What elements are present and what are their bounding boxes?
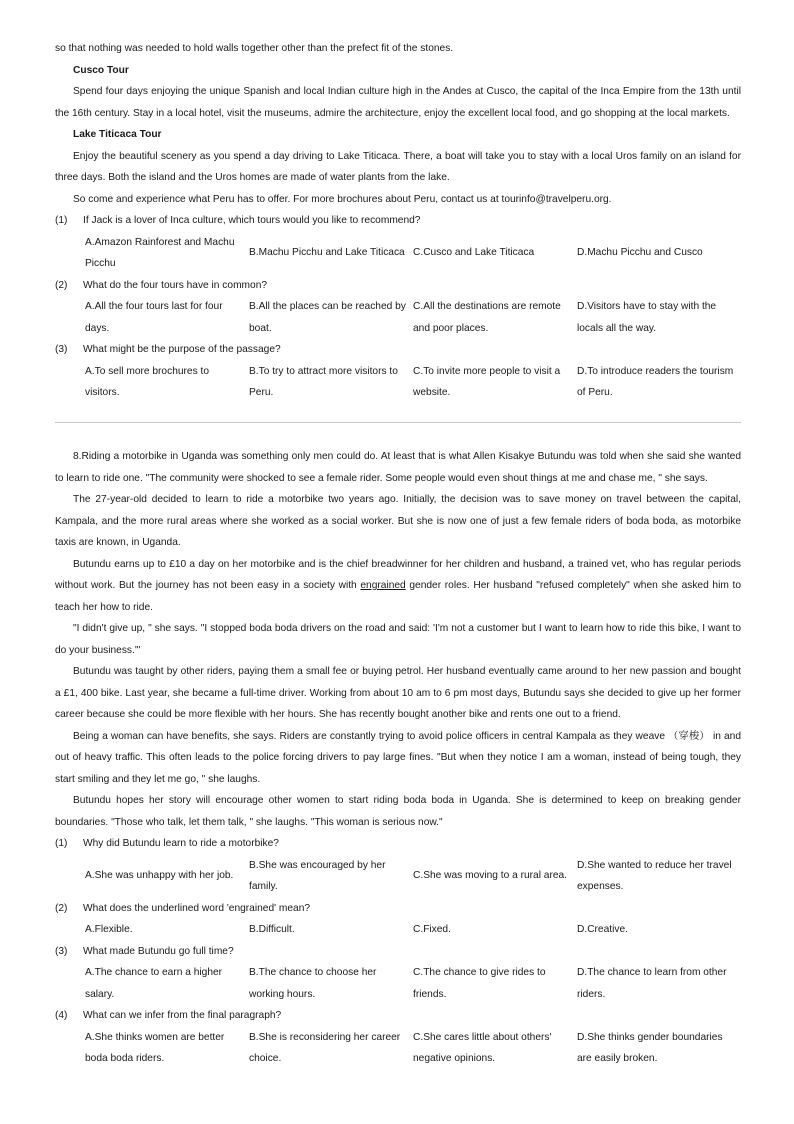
- option-b[interactable]: B.She was encouraged by her family.: [249, 859, 386, 892]
- passage-opening-line: so that nothing was needed to hold walls together other than the prefect fit of the stones.: [55, 43, 454, 54]
- cusco-tour-heading: Cusco Tour: [73, 64, 129, 76]
- question-number: (3): [55, 945, 68, 957]
- option-a[interactable]: A.Flexible.: [85, 924, 133, 935]
- options-row: [85, 919, 741, 941]
- option-c[interactable]: C.All the destinations are remote and poor places.: [413, 301, 561, 334]
- option-a[interactable]: A.She thinks women are better boda boda riders.: [85, 1031, 225, 1064]
- question-3: [55, 941, 741, 963]
- paragraph-2: The 27-year-old decided to learn to ride a motorbike two years ago. Initially, the decision was to save money on travel between the capital, Kampala, and the more rural areas where she worked as a social worker. But she is now one of just a few female riders of boda boda, as motorbike taxis are known, in Uganda.: [55, 494, 741, 548]
- question-text: What do the four tours have in common?: [83, 279, 268, 291]
- question-2: [55, 275, 741, 297]
- option-d[interactable]: D.Visitors have to stay with the locals all the way.: [577, 301, 717, 334]
- question-text: What made Butundu go full time?: [83, 945, 234, 957]
- question-number: (2): [55, 279, 68, 291]
- option-c[interactable]: C.She was moving to a rural area.: [413, 870, 568, 882]
- paragraph-7: Butundu hopes her story will encourage other women to start riding boda boda in Uganda. She is determined to keep on breaking gender boundaries. "Those who talk, let them talk, " she laughs. "This woman is serious now.": [55, 795, 741, 828]
- option-c[interactable]: C.Fixed.: [413, 924, 451, 935]
- underlined-word-engrained: engrained: [360, 580, 406, 591]
- paragraph-3-before: Butundu earns up to £10 a day on her motorbike and is the chief breadwinner for her children and husband, a trained vet, who has regular periods without work. But the journey has not been easy in a society with: [55, 558, 741, 591]
- question-text: What can we infer from the final paragraph?: [83, 1010, 282, 1021]
- option-a[interactable]: A.She was unhappy with her job.: [85, 870, 234, 882]
- option-a[interactable]: A.To sell more brochures to visitors.: [85, 365, 209, 398]
- options-row: [85, 296, 741, 339]
- option-d[interactable]: D.To introduce readers the tourism of Peru.: [577, 365, 734, 398]
- lake-titicaca-paragraph: Enjoy the beautiful scenery as you spend a day driving to Lake Titicaca. There, a boat will take you to stay with a local Uros family on an island for three days. Both the island and the Uros homes are made of water plants from the lake.: [55, 150, 741, 183]
- question-1: [55, 210, 741, 232]
- question-2: [55, 898, 741, 920]
- option-b[interactable]: B.All the places can be reached by boat.: [249, 301, 406, 334]
- question-number: (1): [55, 838, 68, 849]
- options-row: [85, 361, 741, 404]
- question-1: [55, 833, 741, 855]
- options-row: [85, 232, 741, 275]
- question-number: (1): [55, 215, 68, 226]
- question-number: (3): [55, 344, 68, 355]
- question-number: (4): [55, 1010, 68, 1021]
- paragraph-3: [55, 554, 741, 619]
- option-b[interactable]: B.She is reconsidering her career choice.: [249, 1031, 401, 1064]
- passage-uganda: [55, 446, 741, 1070]
- question-text: What might be the purpose of the passage?: [83, 344, 281, 355]
- option-d[interactable]: D.The chance to learn from other riders.: [577, 967, 727, 1000]
- paragraph-4: "I didn't give up, " she says. "I stopped boda boda drivers on the road and said: 'I'm not a customer but I want to learn how to ride this bike, I want to do your business.'": [55, 623, 741, 656]
- option-d[interactable]: D.She thinks gender boundaries are easily broken.: [577, 1031, 723, 1064]
- cusco-tour-paragraph: Spend four days enjoying the unique Spanish and local Indian culture high in the Andes at Cusco, the capital of the Inca Empire from the 13th until the 16th century. Stay in a local hotel, visit the museums, admire the architecture, enjoy the excellent local food, and go shopping at the local markets.: [55, 86, 741, 119]
- option-d[interactable]: D.Creative.: [577, 924, 628, 935]
- question-3: [55, 339, 741, 361]
- option-a[interactable]: A.The chance to earn a higher salary.: [85, 967, 223, 1000]
- section-divider: [55, 422, 741, 423]
- option-b[interactable]: B.To try to attract more visitors to Peru.: [249, 365, 398, 398]
- options-row: [85, 855, 741, 898]
- passage-peru: [55, 38, 741, 404]
- options-row: [85, 1027, 741, 1070]
- option-d[interactable]: D.She wanted to reduce her travel expenses.: [577, 859, 732, 892]
- paragraph-6: Being a woman can have benefits, she says. Riders are constantly trying to avoid police officers in central Kampala as they weave （穿梭） in and out of heavy traffic. This often leads to the police forcing drivers to pay large fines. "But when they notice I am a woman, instead of being tough, they start smiling and they let me go, " she laughs.: [55, 730, 741, 785]
- options-row: [85, 962, 741, 1005]
- option-a[interactable]: A.All the four tours last for four days.: [85, 301, 223, 334]
- option-b[interactable]: B.Machu Picchu and Lake Titicaca: [249, 247, 405, 259]
- question-number: (2): [55, 902, 68, 914]
- option-c[interactable]: C.She cares little about others' negative opinions.: [413, 1031, 552, 1064]
- option-c[interactable]: C.To invite more people to visit a website.: [413, 365, 561, 398]
- option-a[interactable]: A.Amazon Rainforest and Machu Picchu: [85, 236, 235, 269]
- lake-titicaca-tour-heading: Lake Titicaca Tour: [73, 129, 162, 140]
- question-4: [55, 1005, 741, 1027]
- option-c[interactable]: C.Cusco and Lake Titicaca: [413, 247, 535, 259]
- option-d[interactable]: D.Machu Picchu and Cusco: [577, 247, 703, 259]
- option-c[interactable]: C.The chance to give rides to friends.: [413, 967, 546, 1000]
- closing-paragraph: So come and experience what Peru has to offer. For more brochures about Peru, contact us at tourinfo@travelperu.org.: [73, 193, 612, 205]
- option-b[interactable]: B.The chance to choose her working hours.: [249, 967, 377, 1000]
- question-text: If Jack is a lover of Inca culture, which tours would you like to recommend?: [83, 215, 421, 226]
- paragraph-3-after: gender roles. Her husband "refused completely" when she asked him to teach her how to ride.: [55, 580, 742, 613]
- paragraph-5: Butundu was taught by other riders, paying them a small fee or buying petrol. Her husband eventually came around to her new passion and bought a £1, 400 bike. Last year, she became a full-time driver. Working from about 10 am to 6 pm most days, Butundu says she decided to give up her former career because she could be more flexible with her hours. She has recently bought another bike and rents one out to a friend.: [55, 666, 741, 720]
- question-text: Why did Butundu learn to ride a motorbike?: [83, 838, 279, 849]
- paragraph-1: 8.Riding a motorbike in Uganda was something only men could do. At least that is what Allen Kisakye Butundu was told when she said she wanted to learn to ride one. "The community were shocked to see a female rider. Some people would even shout things at me and chase me, " she says.: [55, 451, 741, 484]
- question-text: What does the underlined word 'engrained' mean?: [83, 902, 311, 914]
- option-b[interactable]: B.Difficult.: [249, 924, 295, 935]
